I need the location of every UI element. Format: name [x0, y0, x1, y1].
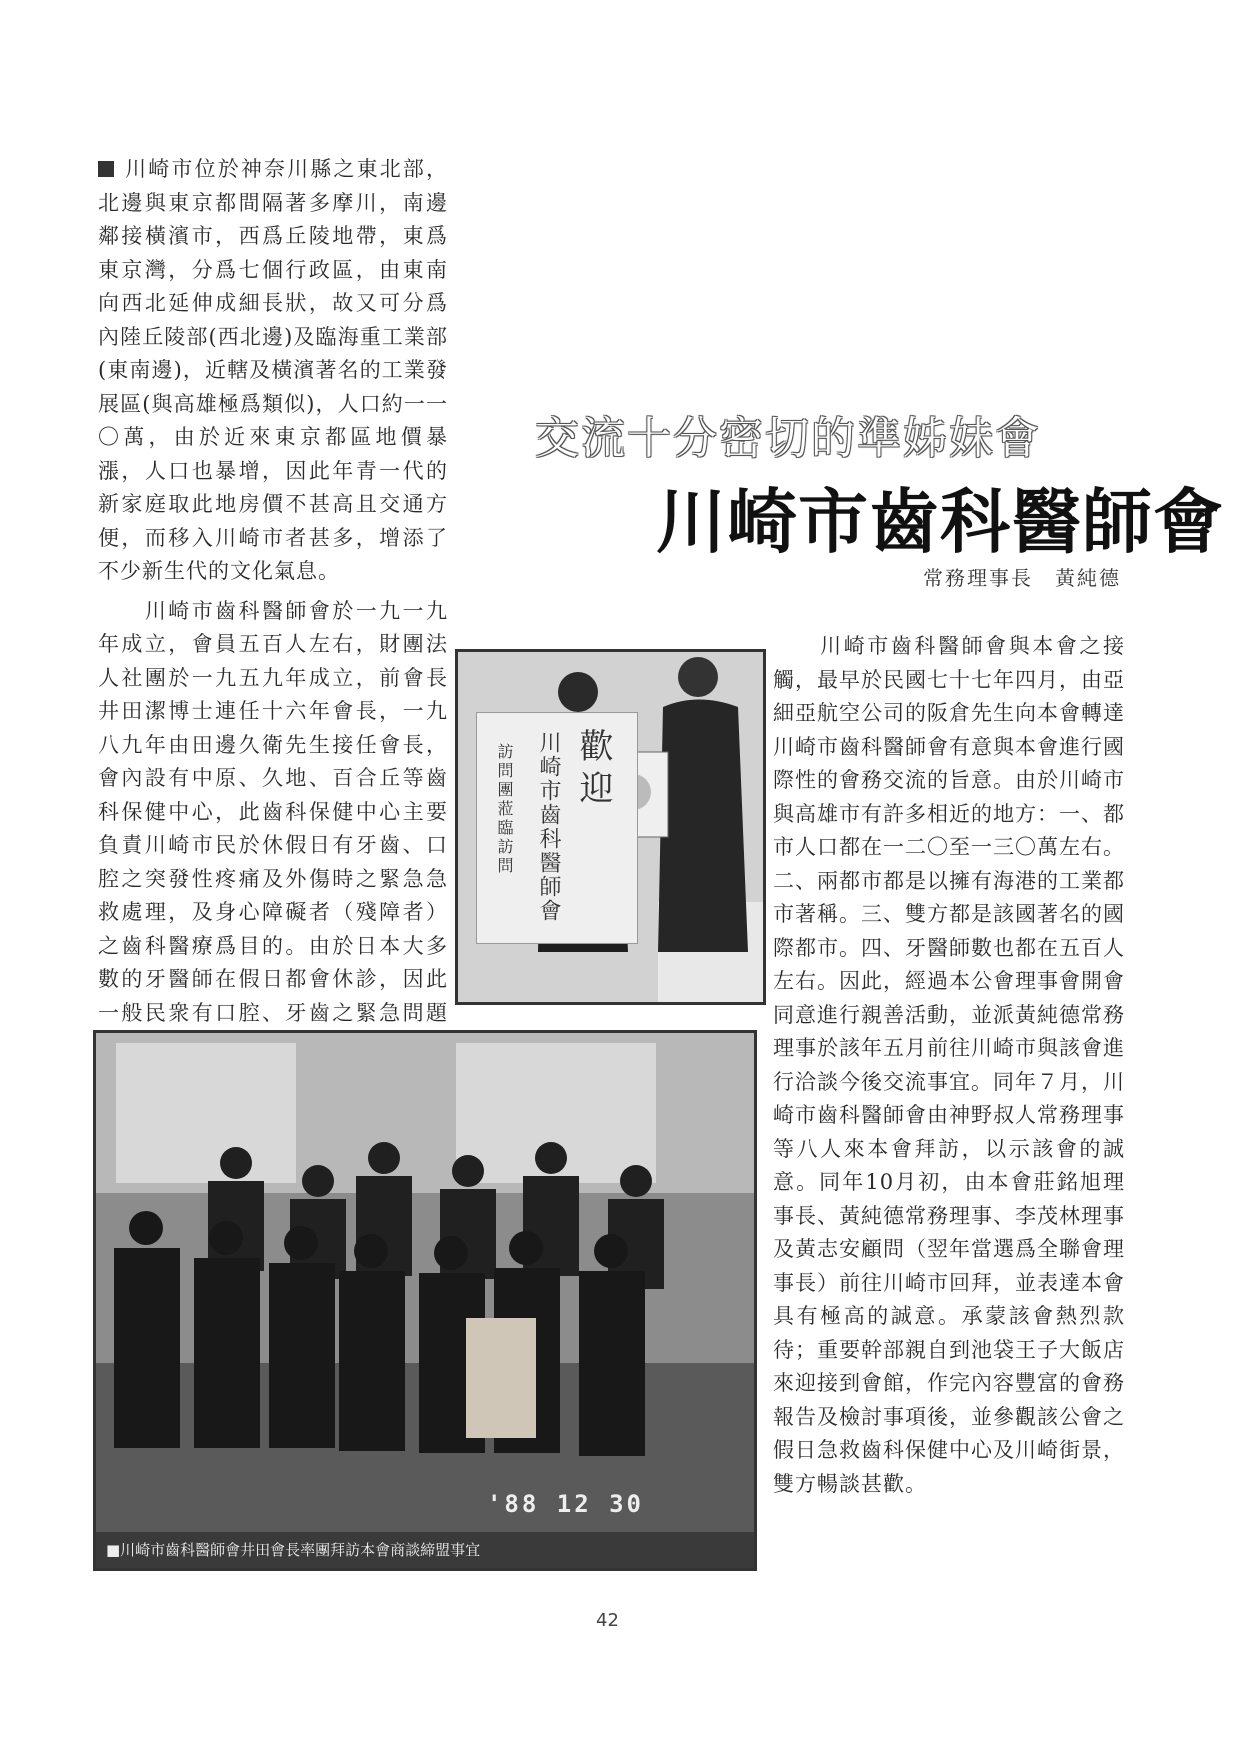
paragraph-exchange: 川崎市齒科醫師會與本會之接觸，最早於民國七十七年四月，由亞細亞航空公司的阪倉先生向本會轉達川崎市齒科醫師會有意與本會進行國際性的會務交流的旨意。由於川崎市與高雄市有許多相近的地方：一、都市人口都在一二〇至一三〇萬左右。二、兩都市都是以擁有海港的工業都市著稱。三、雙方都是該國著名的國際都市。四、牙醫師數也都在五百人左右。因此，經過本公會理事會開會同意進行親善活動，並派黃純德常務理事於該年五月前往川崎市與該會進行洽談今後交流事宜。同年７月，川崎市齒科醫師會由神野叔人常務理事等八人來本會拜訪，以示該會的誠意。同年10月初，由本會莊銘旭理事長、黃純德常務理事、李茂林理事及黃志安顧問（翌年當選爲全聯會理事長）前往川崎市回拜，並表達本會具有極高的誠意。承蒙該會熱烈款待；重要幹部親自到池袋王子大飯店來迎接到會館，作完內容豐富的會務報告及檢討事項後，並參觀該公會之假日急救齒科保健中心及川崎街景，雙方暢談甚歡。: [773, 634, 1125, 1496]
bullet-square-icon: [98, 161, 114, 177]
photo-group: [93, 1030, 757, 1571]
photo-date-stamp: '88 12 30: [486, 1490, 644, 1518]
page-number: 42: [596, 1610, 619, 1631]
paragraph-location: 川崎市位於神奈川縣之東北部，北邊與東京都間隔著多摩川，南邊鄰接橫濱市，西爲丘陵地帶，東爲東京灣，分爲七個行政區，由東南向西北延伸成細長狀，故又可分爲內陸丘陵部(西北邊)及臨海重工業部(東南邊)，近轄及橫濱著名的工業發展區(與高雄極爲類似)，人口約一一〇萬，由於近來東京都區地價暴漲，人口也暴增，因此年青一代的新家庭取此地房價不甚高且交通方便，而移入川崎市者甚多，增添了不少新生代的文化氣息。: [98, 157, 448, 583]
banner-welcome-text: 歡迎: [573, 728, 613, 812]
paragraph-association: 川崎市齒科醫師會於一九一九年成立，會員五百人左右，財團法人社團於一九五九年成立，前會長井田潔博士連任十六年會長，一九八九年由田邊久衛先生接任會長，會內設有中原、久地、百合丘等齒科保健中心，此齒科保健中心主要負責川崎市民於休假日有牙齒、口腔之突發性疼痛及外傷時之緊急急救處理，及身心障礙者（殘障者）之齒科醫療爲目的。由於日本大多數的牙醫師在假日都會休診，因此一般民衆有口腔、牙齒之緊急問題: [98, 598, 448, 1025]
banner-line-2: 訪問團蒞臨訪問: [495, 743, 514, 876]
group-scene: [96, 1033, 754, 1568]
article-subtitle: 交流十分密切的準姊妹會: [535, 413, 1041, 464]
article-title: 川崎市齒科醫師會: [656, 480, 1224, 563]
right-column: [773, 630, 1125, 1501]
photo-caption: ■川崎市齒科醫師會井田會長率團拜訪本會商談締盟事宜: [106, 1541, 481, 1559]
welcome-banner: [476, 712, 638, 944]
photo-handshake: [455, 649, 766, 1005]
caption-bar: [96, 1532, 754, 1568]
banner-line-1: 川崎市齒科醫師會: [536, 731, 561, 923]
author-byline: 常務理事長 黃純德: [923, 566, 1121, 590]
